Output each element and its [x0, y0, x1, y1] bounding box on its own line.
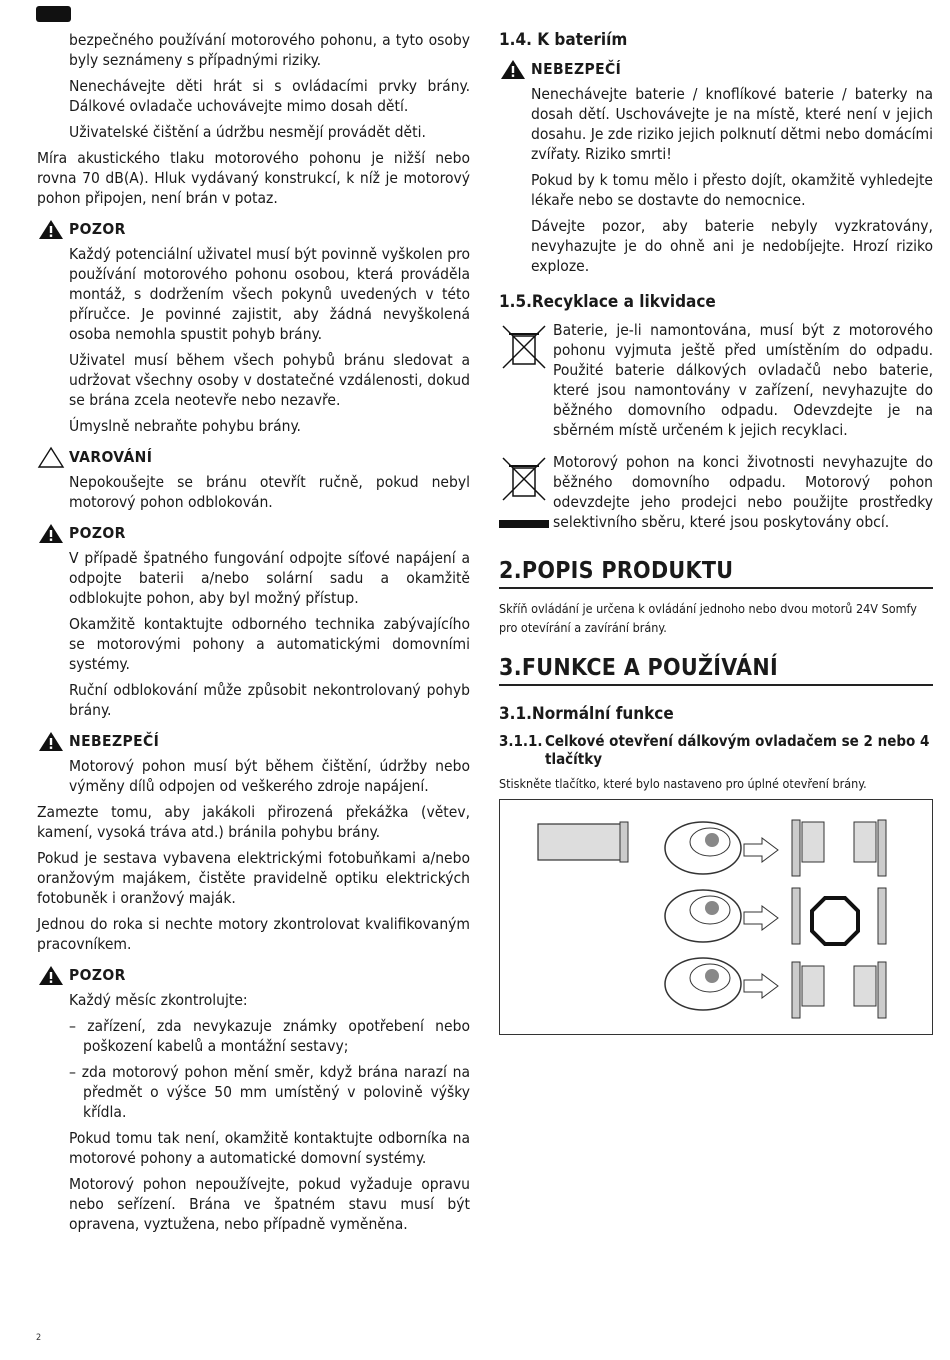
paragraph: Ruční odblokování může způsobit nekontrolovaný pohyb brány.	[69, 681, 470, 719]
closed-gate-image	[538, 822, 628, 862]
gate-opening-image	[792, 820, 886, 876]
caution-heading: POZOR	[37, 218, 470, 240]
right-column	[499, 30, 933, 1035]
paragraph: Dávejte pozor, aby baterie nebyly vyzkratovány, nevyhazujte je do ohně ani je nedobíjejte. Hrozí riziko exploze.	[531, 217, 933, 275]
paragraph: Zamezte tomu, aby jakákoli přirozená překážka (větev, kamení, vysoká tráva atd.) bránila pohybu brány.	[37, 803, 470, 841]
danger-icon	[37, 730, 65, 752]
paragraph: Uživatelské čištění a údržbu nesmějí provádět děti.	[69, 123, 426, 141]
paragraph: Nepokoušejte se bránu otevřít ručně, pokud nebyl motorový pohon odblokován.	[69, 473, 470, 511]
gate-closing-image	[792, 962, 886, 1018]
caution-heading: POZOR	[37, 522, 470, 544]
section-heading: 1.5.Recyklace a likvidace	[499, 292, 716, 312]
gate-stop-image	[792, 888, 886, 944]
paragraph: Motorový pohon na konci životnosti nevyhazujte do běžného domovního odpadu. Motorový pohon odevzdejte jeho prodejci nebo použijte prostředky selektivního sběru, které jsou poskytovány obcí.	[553, 453, 933, 531]
left-column	[37, 30, 470, 1240]
remote-press-image	[665, 890, 741, 942]
paragraph: Každý potenciální uživatel musí být povinně vyškolen pro používání motorového pohonu osobou, která prováděla montáž, s dodržením všech pokynů uvedených v této příručce. Je povinné zajistit, aby žádná nevyškolená osoba nemohla spustit pohyb brány.	[69, 245, 470, 343]
paragraph: Motorový pohon nepoužívejte, pokud vyžaduje opravu nebo seřízení. Brána ve špatném stavu musí být opravena, vyztužena, nebo případně vyměněna.	[69, 1175, 470, 1233]
subsubsection-heading: 3.1.1. Celkové otevření dálkovým ovladačem se 2 nebo 4 tlačítky	[499, 732, 930, 768]
recycling-note	[499, 320, 933, 446]
paragraph: Baterie, je-li namontována, musí být z motorového pohonu vyjmuta ještě před umístěním do odpadu. Použité baterie dálkových ovladačů nebo baterie, které jsou namontovány v zařízení, nevyhazujte do běžného domovního odpadu. Odevzdejte je na sběrném místě určeném k jejich recyklaci.	[553, 321, 933, 439]
remote-press-image	[665, 958, 741, 1010]
paragraph: Nenechávejte děti hrát si s ovládacími prvky brány. Dálkové ovladače uchovávejte mimo dosah dětí.	[69, 77, 470, 115]
paragraph: bezpečného používání motorového pohonu, a tyto osoby byly seznámeny s případnými riziky.	[69, 31, 470, 69]
paragraph: Míra akustického tlaku motorového pohonu je nižší nebo rovna 70 dB(A). Hluk vydávaný konstrukcí, k níž je motorový pohon připojen, není brán v potaz.	[37, 149, 470, 207]
caution-icon	[37, 218, 65, 240]
paragraph: Okamžitě kontaktujte odborného technika zabývajícího se motorovými pohony a automatickými domovními systémy.	[69, 615, 470, 673]
caution-icon	[37, 522, 65, 544]
paragraph: Každý měsíc zkontrolujte:	[69, 991, 248, 1009]
gate-open-figure	[499, 799, 933, 1035]
remote-press-image	[665, 822, 741, 874]
paragraph: Jednou do roka si nechte motory zkontrolovat kvalifikovaným pracovníkem.	[37, 915, 470, 953]
subsection-heading: 3.1.Normální funkce	[499, 704, 674, 724]
paragraph: Uživatel musí během všech pohybů bránu sledovat a udržovat všechny osoby v dostatečné vzdálenosti, dokud se brána zcela neotevře nebo nezavře.	[69, 351, 470, 409]
paragraph: Motorový pohon musí být během čištění, údržby nebo výměny dílů odpojen od veškerého zdroje napájení.	[69, 757, 470, 795]
paragraph: Pokud by k tomu mělo i přesto dojít, okamžitě vyhledejte lékaře nebo se dostavte do nemocnice.	[531, 171, 933, 209]
paragraph: V případě špatného fungování odpojte síťové napájení a odpojte baterii a/nebo solární sadu a okamžitě odblokujte pohon, aby byl možný přístup.	[69, 549, 470, 607]
list-item: – zda motorový pohon mění směr, když brána narazí na předmět o výšce 50 mm umístěný v polovině výšky křídla.	[69, 1063, 470, 1121]
danger-heading: NEBEZPEČÍ	[499, 58, 933, 80]
section-heading: 1.4. K bateriím	[499, 30, 628, 50]
crossed-bin-icon	[499, 454, 549, 532]
caution-icon	[37, 964, 65, 986]
remote-illustration	[500, 800, 932, 1032]
language-tab	[36, 6, 71, 22]
danger-icon	[499, 58, 527, 80]
chapter-heading: 3.FUNKCE A POUŽÍVÁNÍ	[499, 655, 933, 686]
paragraph: Skříň ovládání je určena k ovládání jednoho nebo dvou motorů 24V Somfy pro otevírání a zavírání brány.	[499, 601, 917, 635]
recycling-note	[499, 452, 933, 538]
page-number: 2	[36, 1333, 42, 1343]
danger-heading: NEBEZPEČÍ	[37, 730, 470, 752]
chapter-heading: 2.POPIS PRODUKTU	[499, 558, 933, 589]
paragraph: Nenechávejte baterie / knoflíkové baterie / baterky na dosah dětí. Uschovávejte je na místě, které není v jejich dosahu. Je zde riziko jejich polknutí dětmi nebo domácími zvířaty. Riziko smrti!	[531, 85, 933, 163]
crossed-bin-icon	[499, 322, 549, 372]
list-item: – zařízení, zda nevykazuje známky opotřebení nebo poškození kabelů a montážní sestavy;	[69, 1017, 470, 1055]
paragraph: Úmyslně nebraňte pohybu brány.	[69, 417, 301, 435]
paragraph: Pokud je sestava vybavena elektrickými fotobuňkami a/nebo oranžovým majákem, čistěte pravidelně optiku elektrických fotobuněk i oranžový maják.	[37, 849, 470, 907]
warning-heading: VAROVÁNÍ	[37, 446, 470, 468]
caution-heading: POZOR	[37, 964, 470, 986]
paragraph: Stiskněte tlačítko, které bylo nastaveno pro úplné otevření brány.	[499, 776, 867, 791]
paragraph: Pokud tomu tak není, okamžitě kontaktujte odborníka na motorové pohony a automatické domovní systémy.	[69, 1129, 470, 1167]
warning-outline-icon	[37, 446, 65, 468]
